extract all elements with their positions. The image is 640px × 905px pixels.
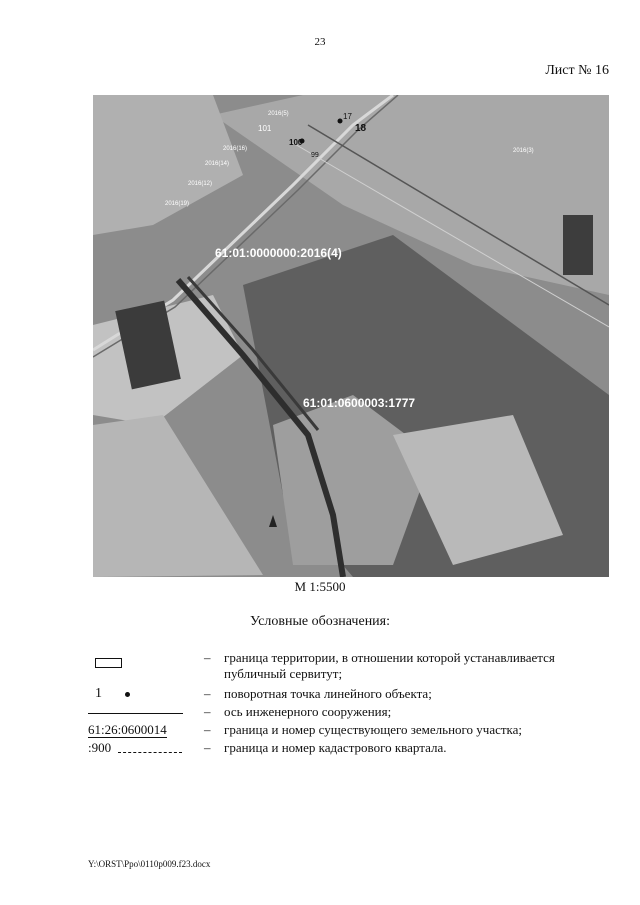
legend-item-quarter [88, 740, 618, 758]
parcel-road-label: 61:01:0000000:2016(4) [215, 246, 342, 260]
footer-file-path: Y:\ORST\Ppo\0110p009.f23.docx [88, 859, 211, 869]
sheet-label: Лист № 16 [545, 63, 609, 78]
small-label-5: 2016(19) [165, 201, 190, 207]
point-label-99: 99 [311, 152, 319, 159]
legend-symbol-parcel [88, 722, 188, 740]
legend-symbol-territory [88, 650, 188, 668]
point-label-18: 18 [355, 123, 367, 134]
legend-text-axis: ось инженерного сооружения; [224, 704, 392, 719]
quarter-number-sample: :900 [88, 740, 112, 755]
legend-text-turning-point: поворотная точка линейного объекта; [224, 686, 432, 701]
map-scale: М 1:5500 [294, 579, 346, 594]
territory-rect-icon [95, 658, 122, 668]
legend-item-axis [88, 704, 618, 722]
legend-item-territory [88, 650, 618, 684]
legend-dash: – [204, 686, 211, 701]
legend-item-parcel [88, 722, 618, 740]
legend-title: Условные обозначения: [249, 614, 391, 629]
turning-point-number: 1 [95, 686, 102, 701]
point-label-101: 101 [258, 124, 272, 133]
axis-line-icon [88, 713, 183, 714]
parcel-main-label: 61:01:0600003:1777 [303, 396, 416, 410]
legend-item-turning-point [88, 686, 618, 704]
legend-dash: – [204, 722, 211, 737]
small-label-1: 2016(5) [268, 111, 289, 117]
small-label-3: 2016(14) [205, 161, 230, 167]
legend-symbol-turning-point [88, 686, 188, 704]
dark-strip-east [563, 215, 593, 275]
legend-dash: – [204, 650, 211, 665]
legend-dash: – [204, 740, 211, 755]
legend-text-territory: граница территории, в отношении которой устанавливается публичный сервитут; [224, 650, 555, 681]
small-label-4: 2016(12) [188, 181, 213, 187]
point-label-100: 100 [289, 138, 303, 147]
legend-text-quarter: граница и номер кадастрового квартала. [224, 740, 447, 755]
point-marker-17 [338, 119, 343, 124]
legend-text-parcel: граница и номер существующего земельного участка; [224, 722, 523, 737]
legend-symbol-axis [88, 704, 188, 722]
legend-symbol-quarter [88, 740, 188, 758]
quarter-dash-line-icon [118, 752, 182, 753]
legend-dash: – [204, 704, 211, 719]
cadastral-map [93, 95, 609, 577]
turning-point-dot-icon [125, 692, 130, 697]
small-label-6: 2016(3) [513, 148, 534, 154]
point-label-17: 17 [343, 112, 352, 121]
parcel-number-sample: 61:26:0600014 [88, 722, 167, 737]
small-label-2: 2016(16) [223, 146, 248, 152]
page-number: 23 [314, 36, 326, 48]
map-canvas [93, 95, 609, 577]
